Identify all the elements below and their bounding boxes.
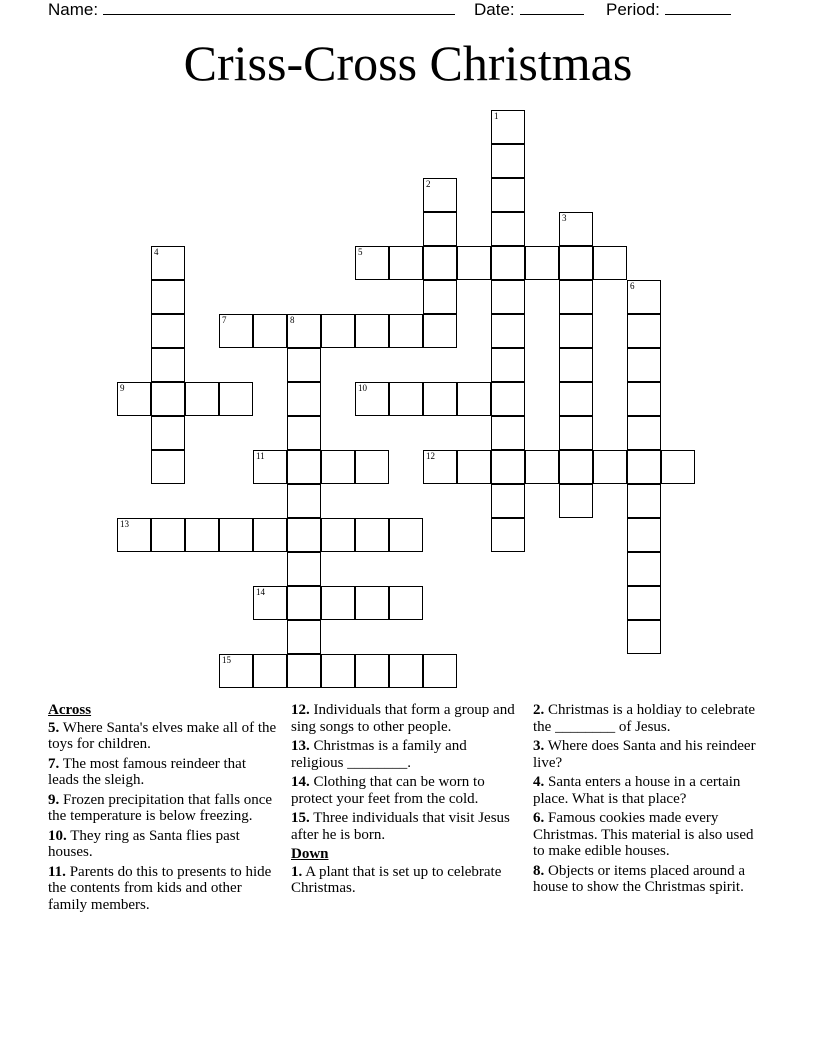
grid-cell[interactable] [661, 450, 695, 484]
puzzle-title: Criss-Cross Christmas [183, 35, 633, 91]
down-clue [533, 863, 765, 896]
clue-text: Where does Santa and his reindeer live? [533, 738, 756, 771]
grid-cell[interactable] [525, 450, 559, 484]
grid-cell[interactable] [287, 620, 321, 654]
down-clue [533, 702, 765, 735]
grid-cell[interactable] [559, 246, 593, 280]
grid-cell[interactable] [253, 314, 287, 348]
grid-cell[interactable] [389, 382, 423, 416]
grid-cell[interactable] [457, 382, 491, 416]
grid-cell[interactable] [117, 382, 151, 416]
grid-cell[interactable] [219, 382, 253, 416]
grid-cell[interactable] [423, 450, 457, 484]
grid-cell[interactable] [627, 620, 661, 654]
grid-cell[interactable] [559, 416, 593, 450]
grid-cell[interactable] [491, 110, 525, 144]
grid-cell[interactable] [627, 518, 661, 552]
grid-cell[interactable] [423, 314, 457, 348]
grid-cell[interactable] [151, 280, 185, 314]
clue-text: Where Santa's elves make all of the toys for children. [48, 719, 277, 752]
grid-cell[interactable] [559, 450, 593, 484]
grid-cell[interactable] [491, 416, 525, 450]
down-clue [291, 864, 523, 897]
grid-cell[interactable] [423, 178, 457, 212]
across-clue [48, 828, 280, 861]
clue-number: 9. [48, 791, 60, 808]
grid-cell[interactable] [491, 212, 525, 246]
clue-text: A plant that is set up to celebrate Christmas. [291, 863, 502, 896]
grid-cell[interactable] [287, 382, 321, 416]
clues-column-2 [291, 702, 523, 900]
grid-cell[interactable] [253, 586, 287, 620]
grid-cell[interactable] [219, 314, 253, 348]
grid-cell[interactable] [253, 654, 287, 688]
clues-column-3 [533, 702, 765, 899]
grid-cell[interactable] [321, 586, 355, 620]
grid-cell[interactable] [355, 382, 389, 416]
grid-cell[interactable] [253, 518, 287, 552]
grid-cell[interactable] [491, 314, 525, 348]
cell-number: 13 [120, 519, 129, 529]
grid-cell[interactable] [491, 280, 525, 314]
grid-cell[interactable] [287, 314, 321, 348]
clue-text: The most famous reindeer that leads the sleigh. [48, 755, 247, 788]
cell-number: 3 [562, 213, 567, 223]
clue-number: 2. [533, 702, 545, 718]
period-label: Period: [606, 0, 660, 19]
down-clue [533, 774, 765, 807]
grid-cell[interactable] [151, 416, 185, 450]
cell-number: 15 [222, 655, 231, 665]
grid-cell[interactable] [559, 314, 593, 348]
cell-number: 10 [358, 383, 367, 393]
across-clue [291, 810, 523, 843]
clues-column-1 [48, 702, 280, 916]
grid-cell[interactable] [423, 654, 457, 688]
grid-cell[interactable] [627, 348, 661, 382]
grid-cell[interactable] [423, 246, 457, 280]
grid-cell[interactable] [389, 314, 423, 348]
grid-cell[interactable] [355, 654, 389, 688]
grid-cell[interactable] [185, 382, 219, 416]
clue-text: They ring as Santa flies past houses. [48, 827, 240, 860]
grid-cell[interactable] [151, 314, 185, 348]
across-clue [48, 792, 280, 825]
grid-cell[interactable] [321, 314, 355, 348]
date-label: Date: [474, 0, 515, 19]
across-heading: Across [48, 702, 92, 718]
grid-cell[interactable] [593, 450, 627, 484]
down-clue [533, 810, 765, 860]
across-clue [48, 720, 280, 753]
clue-number: 13. [291, 738, 310, 754]
grid-cell[interactable] [491, 178, 525, 212]
grid-cell[interactable] [559, 348, 593, 382]
grid-cell[interactable] [627, 280, 661, 314]
cell-number: 11 [256, 451, 265, 461]
clue-number: 7. [48, 755, 60, 772]
clue-text: Christmas is a family and religious ________. [291, 738, 467, 771]
grid-cell[interactable] [559, 280, 593, 314]
grid-cell[interactable] [219, 654, 253, 688]
grid-cell[interactable] [287, 586, 321, 620]
grid-cell[interactable] [151, 382, 185, 416]
cell-number: 1 [494, 111, 499, 121]
clue-number: 11. [48, 863, 66, 880]
clue-text: Parents do this to presents to hide the contents from kids and other family members. [48, 863, 272, 913]
grid-cell[interactable] [491, 450, 525, 484]
grid-cell[interactable] [321, 654, 355, 688]
clue-number: 15. [291, 810, 310, 826]
grid-cell[interactable] [321, 450, 355, 484]
clue-number: 3. [533, 738, 545, 754]
grid-cell[interactable] [117, 518, 151, 552]
cell-number: 5 [358, 247, 363, 257]
grid-cell[interactable] [389, 586, 423, 620]
grid-cell[interactable] [151, 450, 185, 484]
clue-text: Three individuals that visit Jesus after he is born. [291, 810, 510, 843]
grid-cell[interactable] [627, 586, 661, 620]
clue-number: 14. [291, 774, 310, 790]
cell-number: 14 [256, 587, 265, 597]
cell-number: 7 [222, 315, 227, 325]
grid-cell[interactable] [355, 314, 389, 348]
grid-cell[interactable] [491, 144, 525, 178]
cell-number: 6 [630, 281, 635, 291]
grid-cell[interactable] [423, 382, 457, 416]
grid-cell[interactable] [491, 484, 525, 518]
grid-cell[interactable] [355, 246, 389, 280]
grid-cell[interactable] [151, 246, 185, 280]
clue-number: 8. [533, 862, 545, 879]
grid-cell[interactable] [355, 518, 389, 552]
grid-cell[interactable] [287, 654, 321, 688]
grid-cell[interactable] [491, 382, 525, 416]
grid-cell[interactable] [559, 212, 593, 246]
clue-text: Individuals that form a group and sing songs to other people. [291, 702, 515, 735]
across-clue [48, 756, 280, 789]
grid-cell[interactable] [287, 348, 321, 382]
across-clue [291, 702, 523, 735]
grid-cell[interactable] [287, 484, 321, 518]
grid-cell[interactable] [321, 518, 355, 552]
across-clue [291, 774, 523, 807]
grid-cell[interactable] [355, 450, 389, 484]
grid-cell[interactable] [559, 484, 593, 518]
clue-text: Frozen precipitation that falls once the temperature is below freezing. [48, 791, 273, 824]
grid-cell[interactable] [185, 518, 219, 552]
grid-cell[interactable] [423, 280, 457, 314]
grid-cell[interactable] [253, 450, 287, 484]
grid-cell[interactable] [627, 552, 661, 586]
down-heading: Down [291, 846, 329, 862]
clue-number: 10. [48, 827, 67, 844]
clue-text: Clothing that can be worn to protect your feet from the cold. [291, 774, 485, 807]
clue-text: Famous cookies made every Christmas. This material is also used to make edible houses. [533, 810, 754, 859]
grid-cell[interactable] [151, 348, 185, 382]
clue-number: 5. [48, 719, 60, 736]
grid-cell[interactable] [627, 314, 661, 348]
grid-cell[interactable] [457, 246, 491, 280]
grid-cell[interactable] [627, 484, 661, 518]
across-clue [291, 738, 523, 771]
grid-cell[interactable] [525, 246, 559, 280]
grid-cell[interactable] [593, 246, 627, 280]
grid-cell[interactable] [627, 450, 661, 484]
grid-cell[interactable] [627, 416, 661, 450]
grid-cell[interactable] [423, 212, 457, 246]
down-clue [533, 738, 765, 771]
grid-cell[interactable] [219, 518, 253, 552]
cell-number: 4 [154, 247, 159, 257]
grid-cell[interactable] [559, 382, 593, 416]
grid-cell[interactable] [287, 450, 321, 484]
name-label: Name: [48, 0, 99, 19]
clue-number: 1. [291, 863, 303, 880]
grid-cell[interactable] [287, 416, 321, 450]
cell-number: 8 [290, 315, 295, 325]
grid-cell[interactable] [491, 246, 525, 280]
cell-number: 9 [120, 383, 125, 393]
grid-cell[interactable] [389, 518, 423, 552]
grid-cell[interactable] [457, 450, 491, 484]
grid-cell[interactable] [151, 518, 185, 552]
cell-number: 2 [426, 179, 431, 189]
grid-cell[interactable] [627, 382, 661, 416]
grid-cell[interactable] [389, 654, 423, 688]
grid-cell[interactable] [389, 246, 423, 280]
grid-cell[interactable] [287, 518, 321, 552]
grid-cell[interactable] [491, 348, 525, 382]
clue-number: 4. [533, 774, 545, 790]
clue-text: Objects or items placed around a house to show the Christmas spirit. [533, 862, 746, 895]
grid-cell[interactable] [491, 518, 525, 552]
clue-text: Christmas is a holdiay to celebrate the ________ of Jesus. [533, 702, 756, 735]
grid-cell[interactable] [287, 552, 321, 586]
cell-number: 12 [426, 451, 435, 461]
clue-text: Santa enters a house in a certain place. What is that place? [533, 774, 741, 807]
across-clue [48, 864, 280, 914]
grid-cell[interactable] [355, 586, 389, 620]
clue-number: 6. [533, 810, 545, 826]
clue-number: 12. [291, 702, 310, 718]
